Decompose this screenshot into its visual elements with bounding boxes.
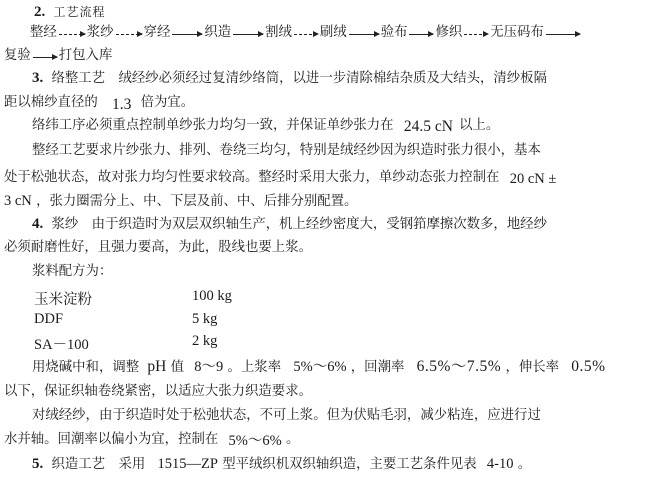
paragraph-text: 值 bbox=[170, 360, 184, 375]
section-3-line-2 bbox=[4, 93, 194, 112]
paragraph-text: 水并轴。回潮率以偏小为宜，控制在 bbox=[4, 432, 219, 447]
value-text: 6.5%～7.5% bbox=[416, 358, 502, 375]
paragraph-text: 。 bbox=[517, 457, 532, 472]
section-3-line-5 bbox=[4, 168, 556, 187]
flow-step: 无压码布 bbox=[490, 25, 544, 40]
paragraph-text: 以上。 bbox=[459, 118, 500, 133]
paragraph-text: ，回潮率 bbox=[350, 360, 405, 375]
arrow-icon bbox=[464, 34, 488, 35]
section-5-line-1 bbox=[32, 455, 531, 474]
section-4-para-1-cont: 以下，保证织轴卷绕紧密，以适应大张力织造要求。 bbox=[4, 384, 312, 399]
recipe-title: 浆料配方为： bbox=[32, 264, 113, 279]
paragraph-text: 距以棉纱直径的 bbox=[4, 95, 98, 110]
paragraph-text: 织造工艺 采用 bbox=[51, 457, 146, 472]
section-number: 3. bbox=[32, 70, 44, 86]
paragraph-text: 。 bbox=[285, 432, 300, 447]
value-text: 5%～6% bbox=[228, 433, 282, 449]
recipe-ingredient-name: SA－100 bbox=[34, 337, 89, 353]
section-4-para-1 bbox=[32, 358, 606, 377]
value-text: 0.5% bbox=[571, 358, 606, 375]
process-flow-line-1 bbox=[30, 24, 582, 42]
flow-step: 割绒 bbox=[265, 25, 292, 40]
value-text: 1515—ZP bbox=[157, 456, 218, 472]
flow-step: 复验 bbox=[4, 48, 31, 63]
arrow-icon bbox=[33, 57, 57, 58]
value-text: 5%～6% bbox=[293, 359, 347, 375]
paragraph-text: ，张力圈需分上、中、下层及前、中、后排分别配置。 bbox=[36, 194, 358, 209]
recipe-ingredient-amount: 2 kg bbox=[192, 333, 218, 349]
arrow-icon bbox=[349, 34, 379, 35]
paragraph-text: 处于松弛状态，故对张力均匀性要求较高。整经时采用大张力，单纱动态张力控制在 bbox=[4, 170, 500, 185]
arrow-icon bbox=[116, 34, 142, 35]
paragraph-text: ，伸长率 bbox=[505, 360, 560, 375]
section-3-line-4: 整经工艺要求片纱张力、排列、卷绕三均匀，特别是绒经纱因为织造时张力很小，基本 bbox=[32, 143, 541, 158]
section-3-line-6 bbox=[4, 192, 357, 211]
recipe-ingredient-amount: 100 kg bbox=[192, 288, 232, 304]
section-number: 4. bbox=[32, 216, 44, 232]
paragraph-text: 络整工艺 绒经纱必须经过复清纱络筒，以进一步清除棉结杂质及大结头，清纱板隔 bbox=[51, 71, 547, 86]
flow-step: 验布 bbox=[380, 25, 408, 40]
section-4-line-1 bbox=[32, 215, 547, 234]
paragraph-text: 用烧碱中和，调整 bbox=[32, 360, 140, 375]
flow-step: 穿经 bbox=[143, 25, 171, 40]
process-flow-line-2 bbox=[4, 47, 112, 65]
section-4-line-2: 必须耐磨性好，且强力要高，为此，股线也要上浆。 bbox=[4, 240, 312, 255]
section-4-para-2: 对绒经纱，由于织造时处于松弛状态，不可上浆。但为伏贴毛羽，减少粘连，应进行过 bbox=[32, 408, 541, 423]
paragraph-text: 。上浆率 bbox=[227, 360, 282, 375]
section-number: 5. bbox=[32, 456, 44, 472]
section-2-heading bbox=[34, 3, 106, 22]
value-text: 3 cN bbox=[4, 193, 32, 209]
arrow-icon bbox=[294, 34, 318, 35]
recipe-ingredient-amount: 5 kg bbox=[192, 311, 218, 327]
value-text: pH bbox=[147, 358, 167, 375]
value-text: 8～9 bbox=[194, 359, 224, 375]
flow-step: 刷绒 bbox=[319, 25, 347, 40]
value-text: 1.3 bbox=[112, 96, 132, 113]
section-3-line-1 bbox=[32, 69, 547, 88]
section-title: 工艺流程 bbox=[53, 5, 106, 19]
value-text: 20 cN ± bbox=[509, 171, 557, 187]
paragraph-text: 浆纱 由于织造时为双层双织轴生产，机上经纱密度大，受钢筘摩擦次数多，地经纱 bbox=[51, 217, 547, 232]
flow-step: 打包入库 bbox=[58, 48, 113, 63]
paragraph-text: 倍为宜。 bbox=[140, 95, 195, 110]
section-number: 2. bbox=[34, 4, 46, 20]
recipe-ingredient-name: 玉米淀粉 bbox=[34, 292, 92, 308]
arrow-icon bbox=[172, 34, 202, 35]
value-text: 24.5 cN bbox=[403, 118, 453, 135]
section-3-line-3 bbox=[32, 116, 499, 135]
arrow-icon bbox=[546, 34, 580, 35]
flow-step: 浆纱 bbox=[86, 25, 114, 40]
flow-step: 整经 bbox=[30, 25, 57, 40]
arrow-icon bbox=[59, 34, 85, 35]
flow-step: 修织 bbox=[435, 25, 463, 40]
value-text: 4-10 bbox=[486, 456, 514, 472]
paragraph-text: 络纬工序必须重点控制单纱张力均匀一致，并保证单纱张力在 bbox=[32, 118, 394, 133]
arrow-icon bbox=[233, 34, 263, 35]
flow-step: 织造 bbox=[204, 25, 232, 40]
section-4-para-2-cont bbox=[4, 430, 299, 449]
recipe-ingredient-name: DDF bbox=[34, 311, 64, 327]
arrow-icon bbox=[409, 34, 433, 35]
paragraph-text: 型平绒织机双织轴织造，主要工艺条件见表 bbox=[222, 457, 477, 472]
